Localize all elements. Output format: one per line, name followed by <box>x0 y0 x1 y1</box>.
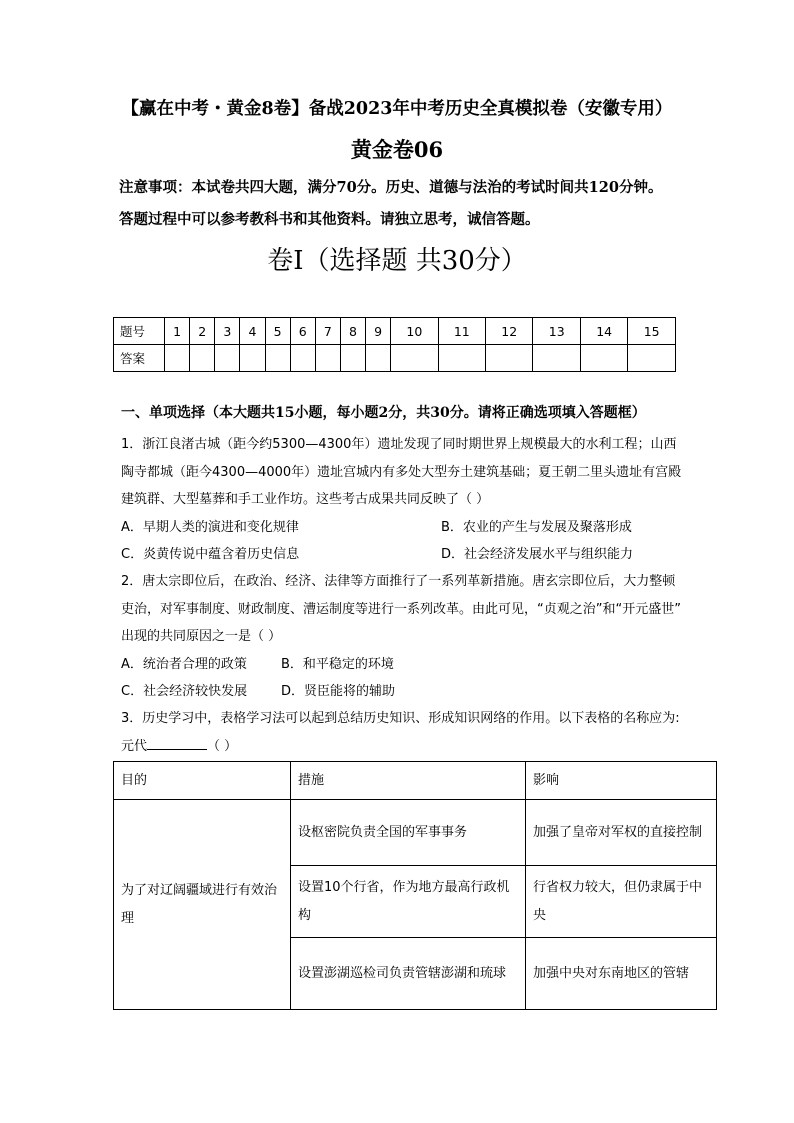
answer-cell[interactable] <box>580 345 627 372</box>
answer-table <box>113 317 676 372</box>
q3-line-2-suffix: （ ） <box>207 738 238 754</box>
question-number: 6 <box>290 318 315 345</box>
q3-effect-cell: 加强了皇帝对军权的直接控制 <box>526 800 717 866</box>
q3-table <box>113 761 717 1010</box>
q3-line-2-prefix: 元代 <box>121 738 148 754</box>
question-number: 11 <box>438 318 485 345</box>
part1-heading: 一、单项选择（本大题共15小题，每小题2分，共30分。请将正确选项填入答题框） <box>121 405 646 421</box>
q2-options-row-1 <box>121 651 721 679</box>
q1-options-row-2 <box>121 541 721 569</box>
answer-cell[interactable] <box>315 345 340 372</box>
q1-option-d[interactable]: D．社会经济发展水平与组织能力 <box>441 547 634 562</box>
q1-line-3: 建筑群、大型墓葬和手工业作坊。这些考古成果共同反映了（ ） <box>121 492 490 507</box>
q3-answer-blank[interactable] <box>147 735 207 750</box>
notice-line-1: 注意事项：本试卷共四大题，满分70分。历史、道德与法治的考试时间共120分钟。 <box>119 179 663 196</box>
answer-cell[interactable] <box>265 345 290 372</box>
question-number: 4 <box>240 318 265 345</box>
exam-title: 【赢在中考・黄金8卷】备战2023年中考历史全真模拟卷（安徽专用） <box>121 99 673 119</box>
question-number: 5 <box>265 318 290 345</box>
q3-header-effect: 影响 <box>526 762 717 800</box>
question-number: 10 <box>391 318 438 345</box>
question-number: 8 <box>340 318 365 345</box>
answer-table-number-row <box>114 318 676 345</box>
answer-cell[interactable] <box>215 345 240 372</box>
question-number: 2 <box>190 318 215 345</box>
q1-option-c[interactable]: C．炎黄传说中蕴含着历史信息 <box>121 547 300 562</box>
q3-measure-cell: 设置10个行省，作为地方最高行政机构 <box>291 866 526 938</box>
question-number: 1 <box>165 318 190 345</box>
answer-cell[interactable] <box>391 345 438 372</box>
answer-table-row2-label: 答案 <box>114 345 165 372</box>
question-number: 7 <box>315 318 340 345</box>
question-number: 13 <box>533 318 580 345</box>
answer-cell[interactable] <box>165 345 190 372</box>
q3-purpose-cell: 为了对辽阔疆域进行有效治理 <box>114 800 291 1010</box>
answer-cell[interactable] <box>190 345 215 372</box>
q1-line-1: 1．浙江良渚古城（距今约5300—4300年）遗址发现了同时期世界上规模最大的水利工程；山西 <box>121 437 677 452</box>
q3-header-purpose: 目的 <box>114 762 291 800</box>
question-number: 3 <box>215 318 240 345</box>
q3-table-header-row <box>114 762 717 800</box>
q3-line-1: 3．历史学习中，表格学习法可以起到总结历史知识、形成知识网络的作用。以下表格的名称应为: <box>121 711 680 726</box>
answer-cell[interactable] <box>290 345 315 372</box>
q2-option-d[interactable]: D．贤臣能将的辅助 <box>281 684 396 699</box>
q2-option-c[interactable]: C．社会经济较快发展 <box>121 684 248 699</box>
table-row <box>114 800 717 866</box>
answer-cell[interactable] <box>366 345 391 372</box>
answer-cell[interactable] <box>533 345 580 372</box>
question-2 <box>121 568 721 706</box>
q2-option-a[interactable]: A．统治者合理的政策 <box>121 656 247 672</box>
q3-line-2 <box>121 733 721 761</box>
q1-options-row-1 <box>121 514 721 542</box>
q2-line-2: 吏治，对军事制度、财政制度、漕运制度等进行一系列改革。由此可见，“贞观之治”和“开元盛世” <box>121 601 681 617</box>
answer-cell[interactable] <box>628 345 676 372</box>
exam-subtitle: 黄金卷06 <box>350 137 444 162</box>
q1-line-2: 陶寺都城（距今4300—4000年）遗址宫城内有多处大型夯土建筑基础；夏王朝二里头遗址有宫殿 <box>121 464 682 480</box>
q3-effect-cell: 行省权力较大，但仍隶属于中央 <box>526 866 717 938</box>
q1-option-b[interactable]: B．农业的产生与发展及聚落形成 <box>441 519 632 535</box>
q3-effect-cell: 加强中央对东南地区的管辖 <box>526 938 717 1010</box>
answer-cell[interactable] <box>438 345 485 372</box>
q3-measure-cell: 设枢密院负责全国的军事事务 <box>291 800 526 866</box>
question-3 <box>121 705 721 760</box>
answer-table-answer-row <box>114 345 676 372</box>
q2-options-row-2 <box>121 678 721 706</box>
q2-line-3: 出现的共同原因之一是（ ） <box>121 629 282 644</box>
answer-cell[interactable] <box>340 345 365 372</box>
q2-option-b[interactable]: B．和平稳定的环境 <box>281 656 394 672</box>
question-number: 15 <box>628 318 676 345</box>
q2-line-1: 2．唐太宗即位后，在政治、经济、法律等方面推行了一系列革新措施。唐玄宗即位后，大力整顿 <box>121 574 676 589</box>
q1-option-a[interactable]: A．早期人类的演进和变化规律 <box>121 519 299 535</box>
section-title: 卷Ⅰ（选择题 共30分） <box>267 246 527 276</box>
q3-measure-cell: 设置澎湖巡检司负责管辖澎湖和琉球 <box>291 938 526 1010</box>
question-number: 12 <box>486 318 533 345</box>
q3-header-measure: 措施 <box>291 762 526 800</box>
answer-cell[interactable] <box>240 345 265 372</box>
question-1 <box>121 431 721 569</box>
notice-line-2: 答题过程中可以参考教科书和其他资料。请独立思考，诚信答题。 <box>119 211 540 228</box>
answer-cell[interactable] <box>486 345 533 372</box>
question-number: 9 <box>366 318 391 345</box>
question-number: 14 <box>580 318 627 345</box>
answer-table-row1-label: 题号 <box>114 318 165 345</box>
